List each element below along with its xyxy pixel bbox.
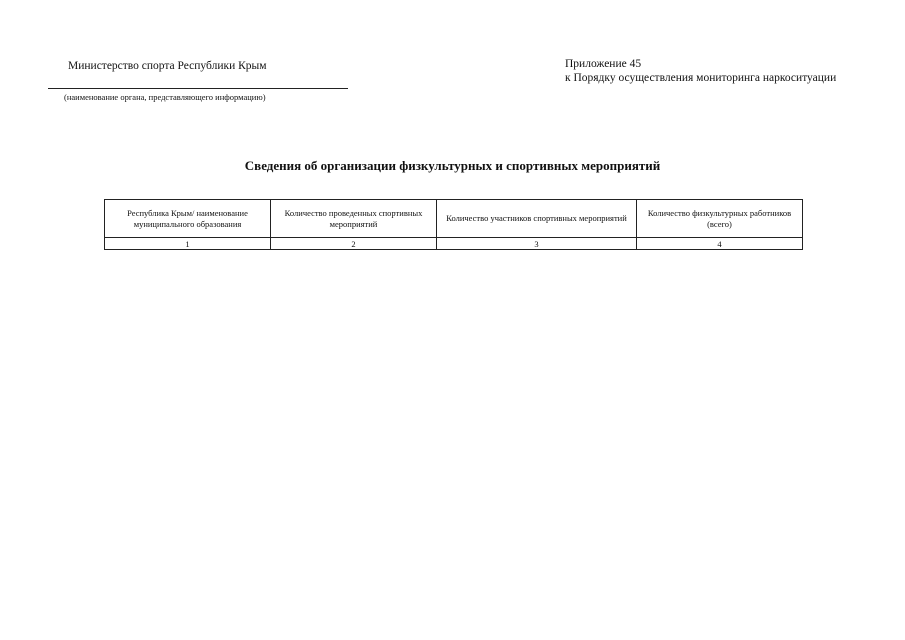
organization-caption: (наименование органа, представляющего информацию): [64, 92, 266, 102]
column-number: 4: [637, 238, 803, 250]
column-number-row: [105, 238, 803, 250]
table-header-row: [105, 200, 803, 238]
header-municipality: Республика Крым/ наименование муниципального образования: [105, 200, 271, 238]
column-number: 3: [437, 238, 637, 250]
header-events-count: Количество проведенных спортивных мероприятий: [271, 200, 437, 238]
organization-underline: [48, 88, 348, 89]
header-participants-count: Количество участников спортивных мероприятий: [437, 200, 637, 238]
header-staff-count: Количество физкультурных работников (всего): [637, 200, 803, 238]
appendix-block: [565, 57, 836, 85]
report-table: [104, 199, 803, 250]
column-number: 1: [105, 238, 271, 250]
appendix-subtitle: к Порядку осуществления мониторинга наркоситуации: [565, 72, 837, 84]
organization-name: Министерство спорта Республики Крым: [68, 60, 267, 72]
appendix-title: Приложение 45: [565, 58, 642, 70]
column-number: 2: [271, 238, 437, 250]
document-title: Сведения об организации физкультурных и спортивных мероприятий: [244, 158, 661, 173]
